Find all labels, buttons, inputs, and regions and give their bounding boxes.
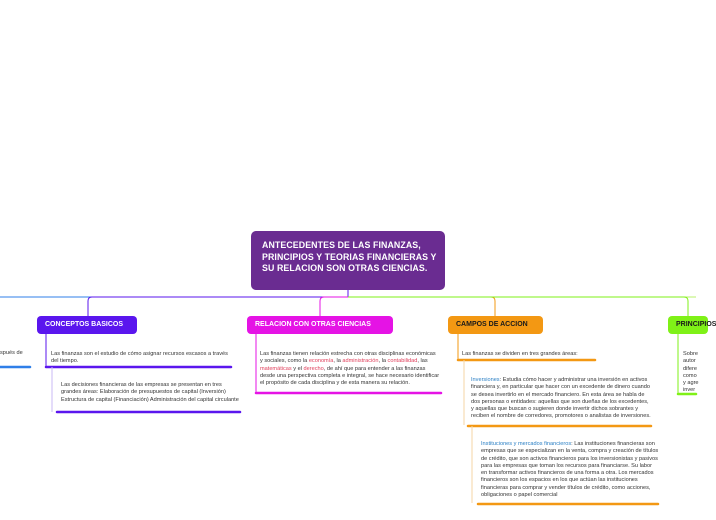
central-title: ANTECEDENTES DE LAS FINANZAS, PRINCIPIOS Y TEORIAS FINANCIERAS Y SU RELACION SON OTRAS CIENCIAS. <box>262 240 437 273</box>
relacion-connector <box>320 297 348 316</box>
left-cut-text: spués de <box>0 350 23 356</box>
note-text: : Estudia cómo hacer y administrar una inversión en activos financiera y, en particular que hacer con un excedente de dinero cuando se desea invertirlo en el mercado financiero. En esta área se habla de dos personas o entidades: aquellas que son dueñas de los excedentes, y aquellas que buscan o sugieren donde invertir dichos sobrantes y reciben el nombre de corredores, promotores o analistas de inversiones. <box>471 377 651 420</box>
topic-relacion-otras-ciencias[interactable] <box>247 316 393 334</box>
note-text: , de ahí que para entender a las finanzas desde una perspectiva completa e integral, se hace necesario identificar el propósito de cada disciplina y de esta manera su relación. <box>260 365 440 387</box>
note-line: autor <box>683 358 696 365</box>
note-text: , la <box>333 358 343 365</box>
note-text: y el <box>291 365 304 372</box>
central-topic[interactable] <box>251 231 445 290</box>
keyword-derecho: derecho <box>303 365 324 372</box>
instituciones-note[interactable] <box>481 441 659 499</box>
note-text: Las finanzas tienen relación estrecha con otras disciplinas económicas y sociales, como la <box>260 351 436 365</box>
conceptos-note-2[interactable] <box>61 382 239 404</box>
note-text: : Las instituciones financieras son empresas que se especializan en la venta, compra y creación de títulos de crédito, que son activos financieros para los inversionistas y pasivos para las empresas que toman los recursos para financiarse. Su labor en transformar activos financieros de una forma a otra. Los mercados financieros son los espacios en los que actúan las instituciones financieras para comprar y vender títulos de crédito, como acciones, obligaciones o papel comercial <box>481 441 659 499</box>
keyword-administracion: administración <box>342 358 379 365</box>
topic-label: PRINCIPIOS <box>676 321 716 328</box>
topic-label: RELACION CON OTRAS CIENCIAS <box>255 321 371 328</box>
note-text: Las finanzas son el estudio de cómo asignar recursos escasos a través del tiempo. <box>51 351 228 365</box>
relacion-note[interactable] <box>260 351 440 387</box>
note-line: difere <box>683 365 697 372</box>
note-line: como <box>683 372 697 379</box>
keyword-instituciones: Instituciones y mercados financieros <box>481 441 572 447</box>
keyword-inversiones: Inversiones <box>471 377 500 383</box>
keyword-matematicas: matemáticas <box>260 365 292 372</box>
principios-connector <box>348 297 688 316</box>
keyword-economia: economía <box>308 358 334 365</box>
note-text: Las finanzas se dividen en tres grandes áreas: <box>462 351 578 357</box>
note-line: inver <box>683 387 696 394</box>
inversiones-note[interactable] <box>471 377 651 421</box>
keyword-contabilidad: contabilidad <box>387 358 418 365</box>
topic-label: CONCEPTOS BASICOS <box>45 321 124 328</box>
note-line: Sobre <box>683 351 698 357</box>
topic-conceptos-basicos[interactable] <box>37 316 137 334</box>
campos-intro-note[interactable] <box>462 351 602 358</box>
note-text: , las <box>417 358 428 365</box>
conceptos-connector <box>88 290 348 316</box>
campos-connector <box>348 297 495 316</box>
left-cut-note[interactable] <box>0 350 30 357</box>
principios-note[interactable] <box>683 351 699 395</box>
topic-label: CAMPOS DE ACCION <box>456 321 528 328</box>
note-text: Las decisiones financieras de las empresas se presentan en tres grandes áreas: Elaboración de presupuestos de capital (Inversión) Estructura de capital (Financiación) Administración del capital circulante <box>61 382 239 403</box>
topic-principios[interactable] <box>668 316 716 334</box>
topic-campos-de-accion[interactable] <box>448 316 543 334</box>
conceptos-note-1[interactable] <box>51 351 231 366</box>
note-text: , la <box>378 358 388 365</box>
note-line: y agre <box>683 380 699 387</box>
